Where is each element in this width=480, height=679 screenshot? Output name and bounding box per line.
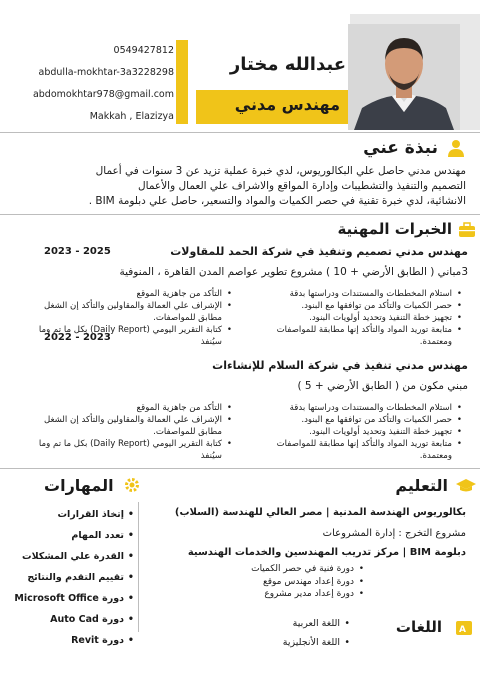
duty-item: • كتابة التقرير اليومي (Daily Report) بكل ما تم وما سيُنفذ bbox=[26, 324, 232, 348]
education-title: التعليم bbox=[395, 476, 448, 495]
about-line: الانشائية، لدي خبرة تقنية في حصر الكميات والمواد والتسعير، حاصل علي دبلومة BIM . bbox=[88, 195, 466, 207]
course-item: • دورة إعداد مدير مشروع bbox=[230, 588, 364, 601]
profile-photo bbox=[348, 24, 460, 130]
skill-item: • إتخاذ القرارات bbox=[6, 504, 134, 525]
duty-item: • التأكد من جاهزية الموقع bbox=[26, 402, 232, 414]
email-address: abdomokhtar978@gmail.com bbox=[32, 89, 174, 100]
phone-number: 0549427812 bbox=[113, 45, 174, 56]
svg-text:A: A bbox=[459, 625, 466, 635]
header-divider bbox=[0, 132, 480, 133]
skill-item: • دورة Auto Cad bbox=[6, 609, 134, 630]
briefcase-icon bbox=[458, 222, 476, 238]
duty-item: • الإشراف علي العمالة والمقاولين والتأكد إن الشغل مطابق للمواصفات. bbox=[26, 414, 232, 438]
skill-item: • القدرة علي المشكلات bbox=[6, 546, 134, 567]
skill-item: • تعدد المهام bbox=[6, 525, 134, 546]
experience-title: الخبرات المهنية bbox=[337, 220, 452, 238]
courses-list bbox=[230, 563, 364, 601]
job-title: مهندس مدني bbox=[234, 95, 340, 114]
job-role: مهندس مدني تنفيذ في شركة السلام للإنشاءات bbox=[212, 359, 468, 372]
duty-item: • استلام المخططات والمستندات ودراستها بدقة bbox=[244, 288, 462, 300]
person-name: عبدالله مختار bbox=[229, 54, 346, 75]
job-project: مبني مكون من ( الطابق الأرضي + 5 ) bbox=[297, 380, 468, 392]
skills-list bbox=[6, 504, 134, 651]
education-diploma: دبلومة BIM | مركز تدريب المهندسين والخدمات الهندسية bbox=[187, 547, 466, 558]
languages-list bbox=[230, 614, 350, 652]
graduation-project: مشروع التخرج : إدارة المشروعات bbox=[322, 528, 466, 539]
duty-item: • حصر الكميات والتأكد من توافقها مع البنود. bbox=[244, 414, 462, 426]
language-item: • اللغة العربية bbox=[230, 614, 350, 633]
skills-title: المهارات bbox=[44, 476, 114, 495]
language-item: • اللغة الأنجليزية bbox=[230, 633, 350, 652]
job-dates: 2023 - 2025 bbox=[44, 246, 111, 257]
about-line: مهندس مدني حاصل علي البكالوريوس، لدي خبرة عملية تزيد عن 3 سنوات في أعمال bbox=[95, 165, 466, 177]
duty-item: • التأكد من جاهزية الموقع bbox=[26, 288, 232, 300]
job-project: 3مباني ( الطابق الأرضي + 10 ) مشروع تطوير عواصم المدن القاهرة ، المنوفية bbox=[119, 266, 468, 278]
duty-item: • حصر الكميات والتأكد من توافقها مع البنود. bbox=[244, 300, 462, 312]
job-dates: 2022 - 2023 bbox=[44, 332, 111, 343]
education-degree: بكالوريوس الهندسة المدنية | مصر العالي للهندسة (السلاب) bbox=[174, 507, 466, 518]
duty-item: • متابعة توريد المواد والتأكد إنها مطابقة للمواصفات ومعتمدة. bbox=[244, 324, 462, 348]
location: Makkah , Elazizya bbox=[89, 111, 174, 122]
accent-strip bbox=[176, 40, 188, 124]
duty-item: • الإشراف علي العمالة والمقاولين والتأكد إن الشغل مطابق للمواصفات. bbox=[26, 300, 232, 324]
job-duties-right bbox=[244, 288, 462, 348]
gear-icon bbox=[124, 477, 140, 493]
translate-icon bbox=[456, 620, 472, 634]
duty-item: • تجهيز خطة التنفيذ وتحديد أولويات البنود. bbox=[244, 426, 462, 438]
about-title: نبذة عني bbox=[363, 138, 438, 158]
experience-divider bbox=[0, 468, 480, 469]
course-item: • دورة إعداد مهندس موقع bbox=[230, 576, 364, 589]
column-divider bbox=[138, 502, 139, 632]
course-item: • دورة فنية في حصر الكميات bbox=[230, 563, 364, 576]
contact-info bbox=[14, 40, 174, 128]
about-divider bbox=[0, 214, 480, 215]
linkedin-handle: abdulla-mokhtar-3a3228298 bbox=[38, 67, 174, 78]
duty-item: • استلام المخططات والمستندات ودراستها بدقة bbox=[244, 402, 462, 414]
skill-item: • تقييم التقدم والنتائج bbox=[6, 567, 134, 588]
job-duties-left bbox=[26, 402, 232, 462]
duty-item: • تجهيز خطة التنفيذ وتحديد أولويات البنود. bbox=[244, 312, 462, 324]
skill-item: • دورة Microsoft Office bbox=[6, 588, 134, 609]
about-line: التصميم والتنفيذ والتشطيبات وإدارة المواقع والاشراف علي العمال والأعمال bbox=[138, 180, 466, 192]
user-icon bbox=[446, 138, 466, 158]
duty-item: • كتابة التقرير اليومي (Daily Report) بكل ما تم وما سيُنفذ bbox=[26, 438, 232, 462]
languages-title: اللغات bbox=[395, 618, 442, 636]
graduation-cap-icon bbox=[456, 478, 476, 494]
job-title-band bbox=[196, 90, 348, 124]
duty-item: • متابعة توريد المواد والتأكد إنها مطابقة للمواصفات ومعتمدة. bbox=[244, 438, 462, 462]
skill-item: • دورة Revit bbox=[6, 630, 134, 651]
about-text bbox=[10, 164, 466, 209]
job-duties-right bbox=[244, 402, 462, 462]
job-role: مهندس مدني تصميم وتنفيذ في شركة الحمد للمقاولات bbox=[170, 245, 468, 258]
